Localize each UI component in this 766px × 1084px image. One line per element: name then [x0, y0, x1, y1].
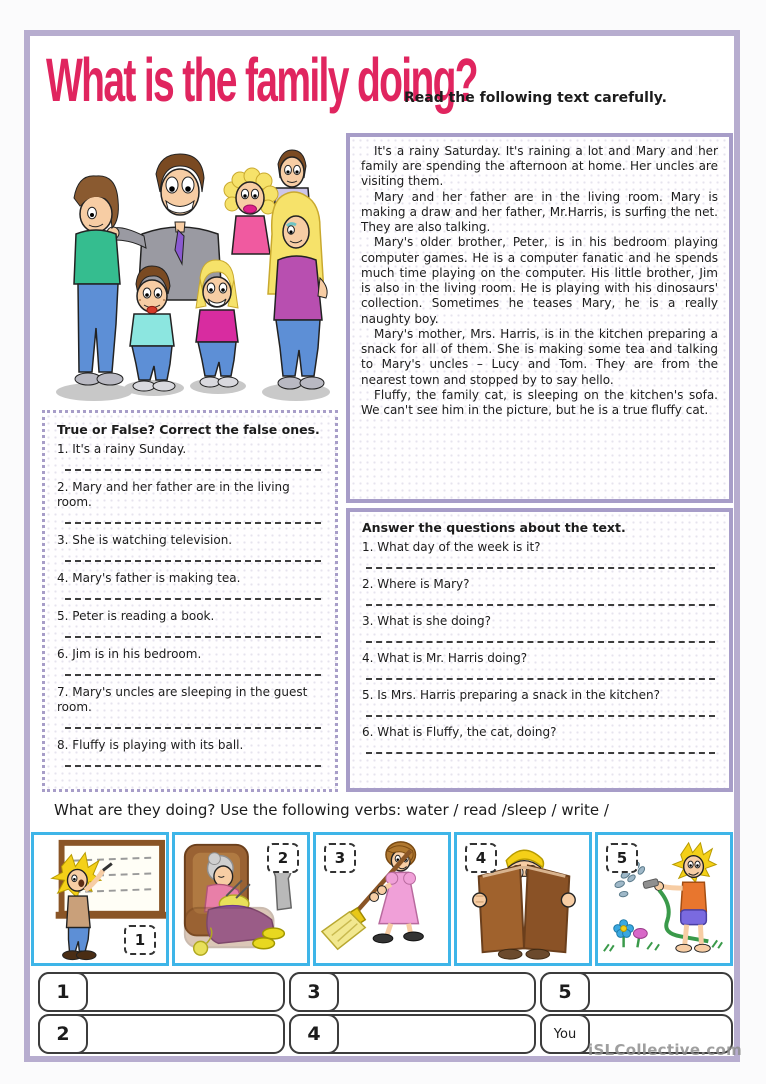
tf-item: 8. Fluffy is playing with its ball. — [57, 738, 244, 752]
reading-paragraph: Mary and her father are in the living room. Mary is making a draw and her father, Mr.Harris, is surfing the net. They are also talking. — [361, 189, 718, 235]
tf-item: 4. Mary's father is making tea. — [57, 571, 241, 585]
reading-text-box — [346, 133, 733, 503]
answer-slot-2[interactable] — [38, 1014, 285, 1054]
watermark: iSLCollective.com — [588, 1041, 743, 1059]
answer-line[interactable] — [366, 704, 715, 717]
reading-paragraph: Mary's mother, Mrs. Harris, is in the kitchen preparing a snack for all of them. She is making some tea and talking to Mary's uncles – Lucy and Tom. They are from the nearest town and stopped by to say hello. — [361, 326, 718, 387]
question-item: 1. What day of the week is it? — [362, 540, 541, 554]
tf-item: 2. Mary and her father are in the living room. — [57, 480, 290, 509]
answer-line[interactable] — [65, 716, 321, 729]
slot-label: 3 — [289, 972, 339, 1012]
answer-line[interactable] — [366, 667, 715, 680]
activity-instruction: What are they doing? Use the following verbs: water / read /sleep / write / — [54, 801, 609, 819]
answer-line[interactable] — [65, 511, 321, 524]
tf-item: 6. Jim is in his bedroom. — [57, 647, 202, 661]
answer-line[interactable] — [366, 741, 715, 754]
answer-line[interactable] — [366, 630, 715, 643]
questions-section — [346, 508, 733, 792]
reading-paragraph: Mary's older brother, Peter, is in his bedroom playing computer games. He is a computer fanatic and he spends much time playing on the computer. His little brother, Jim is also in the living room. He is playing with his dinosaurs' collection. Sometimes he teases Mary, he is a really naughty boy. — [361, 235, 718, 326]
reading-paragraph: Fluffy, the family cat, is sleeping on the kitchen's sofa. We can't see him in the picture, but he is a true fluffy cat. — [361, 387, 718, 417]
tf-item: 1. It's a rainy Sunday. — [57, 442, 187, 456]
family-illustration — [34, 138, 342, 404]
tf-item: 5. Peter is reading a book. — [57, 609, 215, 623]
answer-line[interactable] — [366, 593, 715, 606]
answer-line[interactable] — [65, 625, 321, 638]
true-false-title: True or False? Correct the false ones. — [57, 422, 320, 437]
answer-line[interactable] — [65, 587, 321, 600]
activity-picture-5 — [595, 832, 733, 966]
picture-number-box: 5 — [606, 843, 638, 873]
answer-line[interactable] — [65, 754, 321, 767]
answer-line[interactable] — [65, 663, 321, 676]
answer-slot-3[interactable] — [289, 972, 536, 1012]
figure-teen-brother — [74, 176, 123, 385]
questions-title: Answer the questions about the text. — [362, 520, 626, 535]
activity-picture-3 — [313, 832, 451, 966]
slot-label: 1 — [38, 972, 88, 1012]
picture-number-box: 1 — [124, 925, 156, 955]
figure-mary — [196, 260, 238, 387]
question-item: 2. Where is Mary? — [362, 577, 470, 591]
answer-line[interactable] — [65, 549, 321, 562]
picture-number-box: 3 — [324, 843, 356, 873]
tf-item: 7. Mary's uncles are sleeping in the guest room. — [57, 685, 308, 714]
picture-number-box: 4 — [465, 843, 497, 873]
figure-mother — [224, 168, 278, 254]
activity-picture-2 — [172, 832, 310, 966]
answer-slot-1[interactable] — [38, 972, 285, 1012]
answer-slot-4[interactable] — [289, 1014, 536, 1054]
question-item: 4. What is Mr. Harris doing? — [362, 651, 528, 665]
picture-number-box: 2 — [267, 843, 299, 873]
tf-item: 3. She is watching television. — [57, 533, 233, 547]
answer-line[interactable] — [366, 556, 715, 569]
family-cartoon-icon — [34, 138, 342, 410]
slot-label: 5 — [540, 972, 590, 1012]
slot-label: 4 — [289, 1014, 339, 1054]
activity-picture-1 — [31, 832, 169, 966]
worksheet-frame — [24, 30, 743, 1062]
activity-picture-4 — [454, 832, 592, 966]
true-false-section — [42, 410, 338, 792]
page-subtitle: Read the following text carefully. — [404, 90, 667, 106]
question-item: 3. What is she doing? — [362, 614, 491, 628]
question-item: 6. What is Fluffy, the cat, doing? — [362, 725, 557, 739]
page-title: What is the family doing? — [46, 45, 477, 115]
figure-aunt — [268, 192, 327, 389]
slot-label: You — [540, 1014, 590, 1054]
reading-paragraph: It's a rainy Saturday. It's raining a lot and Mary and her family are spending the afternoon at home. Her uncles are visiting them. — [361, 144, 718, 189]
slot-label: 2 — [38, 1014, 88, 1054]
answer-slot-5[interactable] — [540, 972, 733, 1012]
question-item: 5. Is Mrs. Harris preparing a snack in the kitchen? — [362, 688, 660, 702]
figure-little-brother — [130, 266, 175, 391]
answer-line[interactable] — [65, 458, 321, 471]
